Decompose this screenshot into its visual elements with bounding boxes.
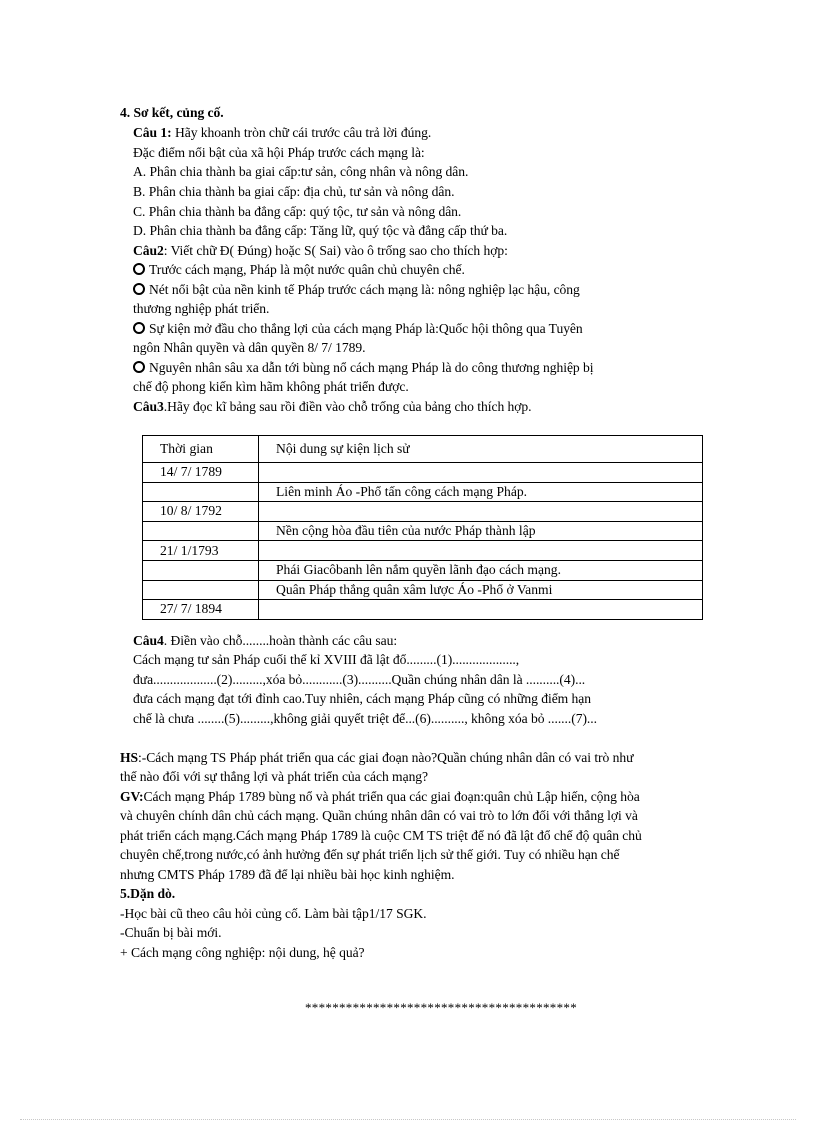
gv-line-1: GV:Cách mạng Pháp 1789 bùng nổ và phát triển qua các giai đoạn:quân chủ Lập hiến, cộng hòa bbox=[120, 789, 640, 804]
gv-label: GV: bbox=[120, 789, 144, 804]
q1-option-c: C. Phân chia thành ba đẳng cấp: quý tộc, tư sản và nông dân. bbox=[133, 204, 462, 219]
table-row bbox=[143, 482, 703, 502]
section5-line-2: -Chuẩn bị bài mới. bbox=[120, 925, 222, 940]
hs-line-1: HS:-Cách mạng TS Pháp phát triển qua các giai đoạn nào?Quần chúng nhân dân có vai trò như bbox=[120, 750, 634, 765]
section4-heading: 4. Sơ kết, củng cố. bbox=[120, 105, 224, 120]
section5-line-3: + Cách mạng công nghiệp: nội dung, hệ quả? bbox=[120, 945, 365, 960]
q4-line-2: đưa...................(2).........,xóa bỏ............(3)..........Quần chúng nhân dân là ..........(4)... bbox=[133, 672, 586, 687]
cell-time: 10/ 8/ 1792 bbox=[143, 502, 259, 522]
cell-time bbox=[143, 482, 259, 502]
q2-item-4: Nguyên nhân sâu xa dẫn tới bùng nổ cách mạng Pháp là do công thương nghiệp bị bbox=[133, 359, 594, 377]
gv-line-5: nhưng CMTS Pháp 1789 đã để lại nhiều bài học kinh nghiệm. bbox=[120, 867, 455, 882]
header-time: Thời gian bbox=[143, 436, 259, 463]
q1-option-d: D. Phân chia thành ba đẳng cấp: Tăng lữ, quý tộc và đẳng cấp thứ ba. bbox=[133, 223, 508, 238]
cell-time bbox=[143, 521, 259, 541]
cell-event bbox=[259, 463, 703, 483]
circle-bullet-icon bbox=[133, 322, 145, 334]
q4-prompt: . Điền vào chỗ........hoàn thành các câu sau: bbox=[163, 633, 398, 648]
table-row bbox=[143, 521, 703, 541]
q3-label: Câu3 bbox=[133, 399, 164, 414]
hs-label: HS bbox=[120, 750, 139, 765]
events-table bbox=[142, 435, 703, 620]
cell-time bbox=[143, 580, 259, 600]
gv-line-4: chuyên chế,trong nước,có ảnh hưởng đến sự phát triển lịch sử thế giới. Tuy có nhiều hạn chế bbox=[120, 847, 620, 862]
table-row bbox=[143, 600, 703, 620]
q1-label: Câu 1: bbox=[133, 125, 172, 140]
circle-bullet-icon bbox=[133, 283, 145, 295]
cell-event: Quân Pháp thắng quân xâm lược Áo -Phổ ở Vanmi bbox=[259, 580, 703, 600]
q2-prompt: : Viết chữ Đ( Đúng) hoặc S( Sai) vào ô trống sao cho thích hợp: bbox=[163, 243, 508, 258]
circle-bullet-icon bbox=[133, 361, 145, 373]
q4-line-1: Cách mạng tư sản Pháp cuối thế kỉ XVIII đã lật đổ.........(1)..................., bbox=[133, 652, 520, 667]
section5-heading: 5.Dặn dò. bbox=[120, 886, 176, 901]
cell-event: Nền cộng hòa đầu tiên của nước Pháp thành lập bbox=[259, 521, 703, 541]
q2-item-1: Trước cách mạng, Pháp là một nước quân chủ chuyên chế. bbox=[133, 261, 465, 279]
star-separator: **************************************** bbox=[305, 1000, 577, 1015]
q2-item-2: Nét nổi bật của nền kinh tế Pháp trước cách mạng là: nông nghiệp lạc hậu, công bbox=[133, 281, 580, 299]
q2-item-3: Sự kiện mở đầu cho thắng lợi của cách mạng Pháp là:Quốc hội thông qua Tuyên bbox=[133, 320, 583, 338]
q1-prompt: Hãy khoanh tròn chữ cái trước câu trả lời đúng. bbox=[171, 125, 432, 140]
q1-option-b: B. Phân chia thành ba giai cấp: địa chủ, tư sản và nông dân. bbox=[133, 184, 455, 199]
cell-time: 27/ 7/ 1894 bbox=[143, 600, 259, 620]
circle-bullet-icon bbox=[133, 263, 145, 275]
table-row bbox=[143, 463, 703, 483]
q2-item-4-cont: chế độ phong kiến kìm hãm không phát triển được. bbox=[133, 379, 409, 394]
gv-line-2: và chuyên chính dân chủ cách mạng. Quần chúng nhân dân có vai trò to lớn đối với thắng lợi và bbox=[120, 808, 638, 823]
table-row bbox=[143, 502, 703, 522]
table-row bbox=[143, 580, 703, 600]
section5-line-1: -Học bài cũ theo câu hỏi củng cố. Làm bài tập1/17 SGK. bbox=[120, 906, 427, 921]
cell-time: 14/ 7/ 1789 bbox=[143, 463, 259, 483]
cell-event: Phái Giacôbanh lên nắm quyền lãnh đạo cách mạng. bbox=[259, 560, 703, 580]
q2-item-3-cont: ngôn Nhân quyền và dân quyền 8/ 7/ 1789. bbox=[133, 340, 366, 355]
table-row bbox=[143, 560, 703, 580]
cell-event bbox=[259, 600, 703, 620]
q4-line bbox=[133, 632, 397, 650]
table-header-row bbox=[143, 436, 703, 463]
q2-label: Câu2 bbox=[133, 243, 164, 258]
q4-line-3: đưa cách mạng đạt tới đỉnh cao.Tuy nhiên, cách mạng Pháp cũng có những điểm hạn bbox=[133, 691, 592, 706]
q2-item-2-cont: thương nghiệp phát triển. bbox=[133, 301, 270, 316]
header-event: Nội dung sự kiện lịch sử bbox=[259, 436, 703, 463]
cell-time bbox=[143, 560, 259, 580]
q4-line-4: chế là chưa ........(5).........,không giải quyết triệt để...(6).........., không xóa bỏ .......(7)... bbox=[133, 711, 597, 726]
table-row bbox=[143, 541, 703, 561]
gv-line-3: phát triển cách mạng.Cách mạng Pháp 1789 là cuộc CM TS triệt để nó đã lật đổ chế độ quân chủ bbox=[120, 828, 642, 843]
q1-stem: Đặc điểm nổi bật của xã hội Pháp trước cách mạng là: bbox=[133, 145, 425, 160]
q4-label: Câu4 bbox=[133, 633, 164, 648]
hs-line-2: thế nào đối với sự thắng lợi và phát triển của cách mạng? bbox=[120, 769, 429, 784]
q1-line bbox=[133, 124, 431, 142]
q2-line bbox=[133, 242, 508, 260]
page-bottom-divider bbox=[20, 1119, 796, 1120]
q3-line bbox=[133, 398, 532, 416]
q1-option-a: A. Phân chia thành ba giai cấp:tư sản, công nhân và nông dân. bbox=[133, 164, 469, 179]
cell-event bbox=[259, 541, 703, 561]
cell-time: 21/ 1/1793 bbox=[143, 541, 259, 561]
cell-event bbox=[259, 502, 703, 522]
cell-event: Liên minh Áo -Phổ tấn công cách mạng Pháp. bbox=[259, 482, 703, 502]
q3-prompt: .Hãy đọc kĩ bảng sau rồi điền vào chỗ trống của bảng cho thích hợp. bbox=[163, 399, 532, 414]
